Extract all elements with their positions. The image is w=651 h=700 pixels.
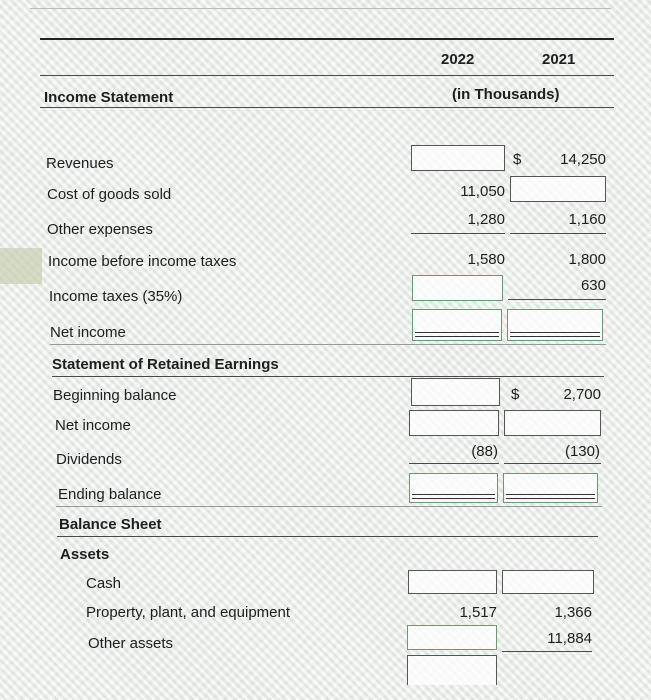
row-label-income-before-taxes: Income before income taxes	[48, 253, 237, 270]
retained-title-rule	[52, 376, 604, 377]
assets-subtitle: Assets	[60, 546, 110, 563]
input-cash-2021[interactable]	[502, 570, 594, 594]
net-income-rule	[50, 344, 606, 345]
value-ppe-2021: 1,366	[554, 604, 592, 621]
value-dividends-2021: (130)	[564, 443, 600, 460]
input-revenues-2022[interactable]	[411, 145, 505, 171]
value-other-expenses-2021: 1,160	[568, 211, 606, 228]
value-other-assets-2021: 11,884	[547, 630, 592, 647]
balance-sheet-rule	[57, 536, 598, 537]
subtotal-rule-2022	[411, 233, 505, 234]
value-beginning-balance-2021: 2,700	[563, 386, 601, 403]
col-header-2022: 2022	[441, 51, 475, 68]
value-ppe-2022: 1,517	[459, 604, 497, 621]
header-rule	[40, 75, 614, 76]
row-label-cogs: Cost of goods sold	[47, 186, 172, 203]
input-net-income-2021[interactable]	[507, 309, 603, 341]
other-assets-rule-2021	[502, 651, 592, 652]
input-total-assets-2022[interactable]	[407, 655, 497, 685]
retained-earnings-title: Statement of Retained Earnings	[52, 356, 279, 373]
taxes-rule-2021	[508, 299, 606, 300]
subtotal-rule-2021	[510, 233, 606, 234]
value-other-expenses-2022: 1,280	[467, 211, 505, 228]
row-label-other-expenses: Other expenses	[47, 221, 153, 238]
header-thick-rule	[40, 38, 614, 40]
glare	[0, 248, 42, 284]
row-label-other-assets: Other assets	[88, 635, 174, 652]
row-label-income-taxes: Income taxes (35%)	[49, 288, 183, 305]
col-header-2021: 2021	[542, 51, 576, 68]
dividends-rule-2022	[409, 463, 499, 464]
row-label-ending-balance: Ending balance	[58, 486, 162, 503]
balance-sheet-title: Balance Sheet	[59, 516, 162, 533]
input-ending-balance-2022[interactable]	[409, 473, 498, 503]
input-income-taxes-2022[interactable]	[412, 275, 503, 301]
row-label-ppe: Property, plant, and equipment	[86, 604, 291, 621]
row-label-dividends: Dividends	[56, 451, 122, 468]
value-dividends-2022: (88)	[471, 443, 498, 460]
input-cogs-2021[interactable]	[510, 176, 606, 202]
input-re-net-income-2022[interactable]	[409, 410, 499, 436]
income-statement-title: Income Statement	[44, 89, 174, 106]
row-label-re-net-income: Net income	[55, 417, 131, 434]
row-label-beginning-balance: Beginning balance	[53, 387, 177, 404]
input-other-assets-2022[interactable]	[407, 625, 497, 650]
value-income-taxes-2021: 630	[580, 277, 606, 294]
dividends-rule-2021	[504, 463, 601, 464]
value-cogs-2022: 11,050	[460, 183, 505, 200]
dollar-sign-icon: $	[513, 151, 522, 168]
dollar-sign-icon: $	[511, 386, 520, 403]
row-label-revenues: Revenues	[46, 155, 114, 172]
value-revenues-2021: 14,250	[560, 151, 606, 168]
input-re-net-income-2021[interactable]	[504, 410, 601, 436]
top-rule	[30, 8, 611, 9]
units-label: (in Thousands)	[452, 86, 560, 103]
title-rule	[40, 107, 614, 108]
value-income-before-taxes-2022: 1,580	[467, 251, 505, 268]
row-label-net-income: Net income	[50, 324, 126, 341]
input-cash-2022[interactable]	[408, 570, 497, 594]
value-income-before-taxes-2021: 1,800	[568, 251, 606, 268]
ending-balance-rule	[56, 506, 602, 507]
input-net-income-2022[interactable]	[412, 309, 502, 341]
row-label-cash: Cash	[86, 575, 122, 592]
input-ending-balance-2021[interactable]	[503, 473, 598, 503]
input-beginning-balance-2022[interactable]	[411, 378, 500, 406]
